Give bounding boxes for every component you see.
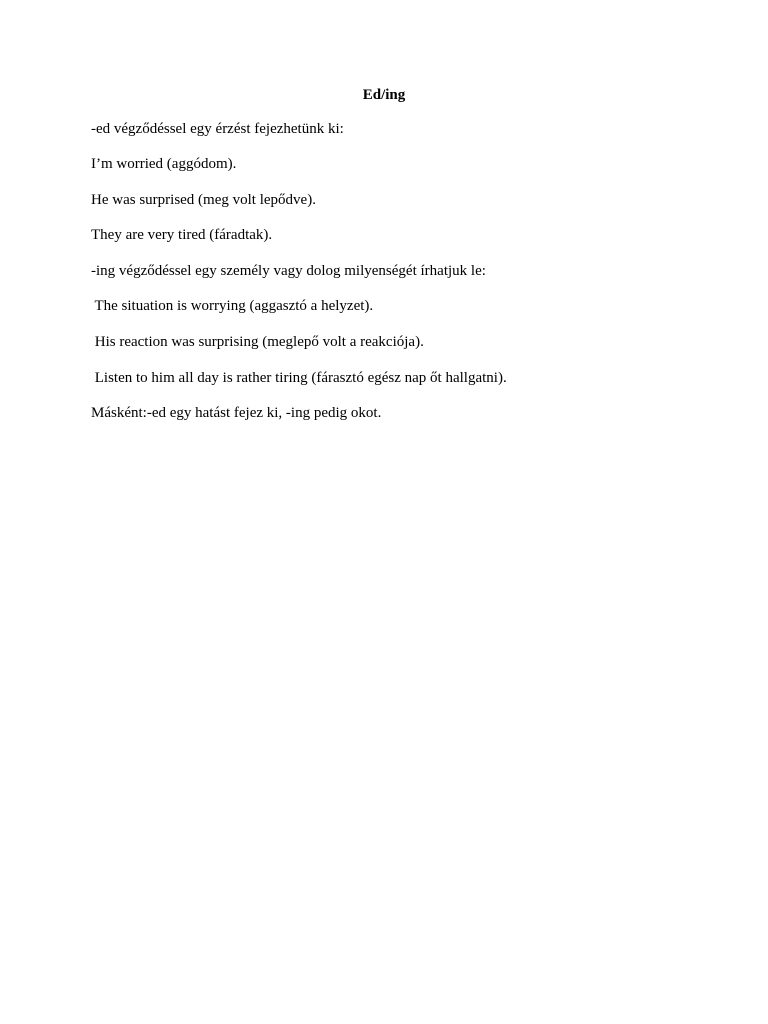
paragraph-example-surprised: He was surprised (meg volt lepődve). <box>91 192 316 208</box>
paragraph-example-tired: They are very tired (fáradtak). <box>91 227 273 243</box>
paragraph-ing-intro: -ing végződéssel egy személy vagy dolog milyenségét írhatjuk le: <box>91 263 486 279</box>
paragraph-example-worrying: The situation is worrying (aggasztó a helyzet). <box>91 298 374 314</box>
paragraph-example-worried: I’m worried (aggódom). <box>91 156 237 172</box>
paragraph-example-tiring: Listen to him all day is rather tiring (fárasztó egész nap őt hallgatni). <box>91 370 507 386</box>
paragraph-summary: Másként:-ed egy hatást fejez ki, -ing pedig okot. <box>91 405 382 421</box>
document-title: Ed/ing <box>362 87 406 103</box>
paragraph-ed-intro: -ed végződéssel egy érzést fejezhetünk ki: <box>91 121 344 137</box>
paragraph-example-surprising: His reaction was surprising (meglepő volt a reakciója). <box>91 334 424 350</box>
